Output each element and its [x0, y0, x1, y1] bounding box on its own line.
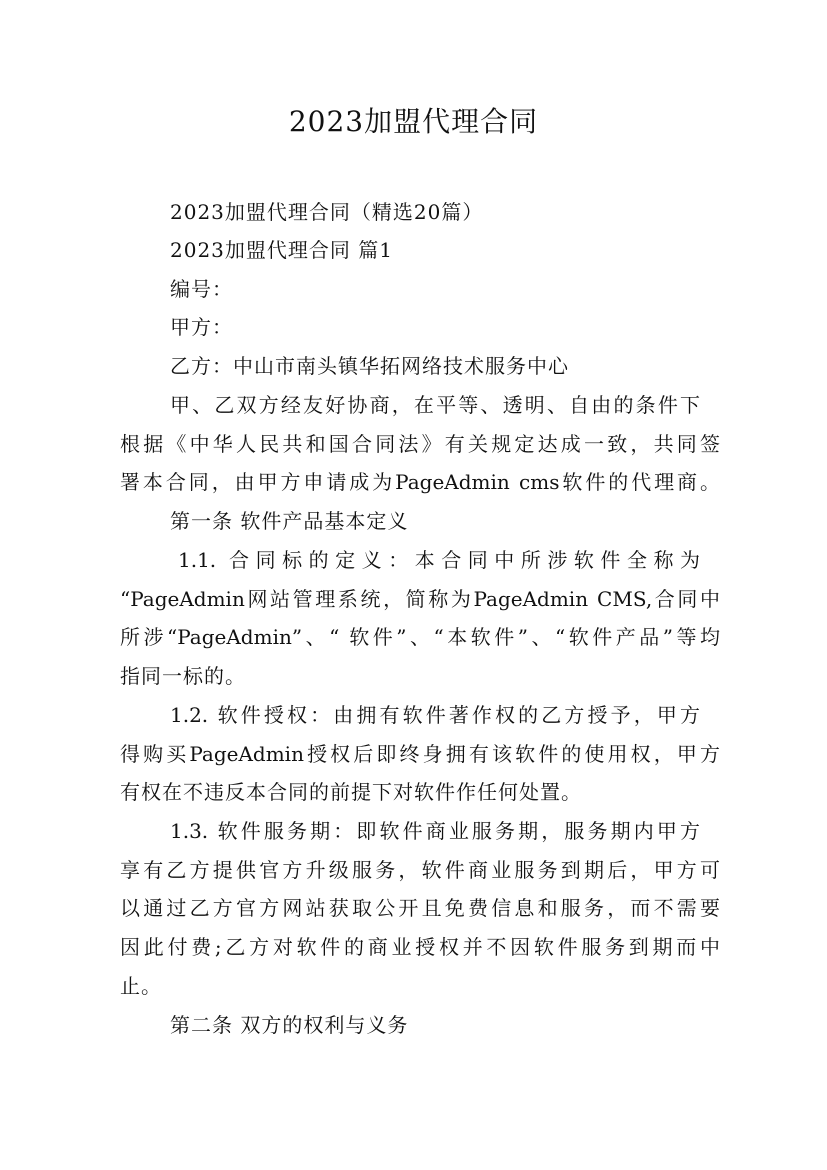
paragraph-line: 享有乙方提供官方升级服务，软件商业服务到期后，甲方可 — [120, 858, 720, 882]
document-title: 2023加盟代理合同 — [288, 105, 539, 138]
paragraph-line: 得购买PageAdmin授权后即终身拥有该软件的使用权，甲方 — [120, 742, 720, 766]
paragraph-line: 1.2. 软件授权：由拥有软件著作权的乙方授予，甲方 — [170, 703, 700, 727]
paragraph-line: 因此付费;乙方对软件的商业授权并不因软件服务到期而中 — [120, 935, 720, 959]
paragraph-line: 止。 — [120, 974, 162, 998]
paragraph-line: 所涉“PageAdmin”、“ 软件”、“本软件”、“软件产品”等均 — [120, 625, 720, 649]
paragraph-line: 1.1. 合同标的定义：本合同中所涉软件全称为 — [178, 548, 700, 572]
subtitle-line: 2023加盟代理合同（精选20篇） — [170, 200, 484, 224]
paragraph-line: 根据《中华人民共和国合同法》有关规定达成一致，共同签 — [120, 432, 720, 456]
paragraph-line: 指同一标的。 — [120, 664, 246, 688]
paragraph-line: 以通过乙方官方网站获取公开且免费信息和服务，而不需要 — [120, 896, 720, 920]
section-heading: 2023加盟代理合同 篇1 — [170, 238, 393, 262]
article-heading: 第一条 软件产品基本定义 — [170, 509, 409, 533]
paragraph-line: 署本合同，由甲方申请成为PageAdmin cms软件的代理商。 — [120, 470, 720, 494]
article-heading: 第二条 双方的权利与义务 — [170, 1013, 409, 1037]
paragraph-line: 甲、乙双方经友好协商，在平等、透明、自由的条件下 — [170, 393, 700, 417]
party-b-field: 乙方：中山市南头镇华拓网络技术服务中心 — [170, 354, 569, 378]
party-a-field: 甲方： — [170, 315, 233, 339]
paragraph-line: 有权在不违反本合同的前提下对软件作任何处置。 — [120, 780, 582, 804]
number-field: 编号： — [170, 277, 233, 301]
paragraph-line: 1.3. 软件服务期：即软件商业服务期，服务期内甲方 — [170, 819, 700, 843]
paragraph-line: “PageAdmin网站管理系统，简称为PageAdmin CMS,合同中 — [120, 587, 720, 611]
